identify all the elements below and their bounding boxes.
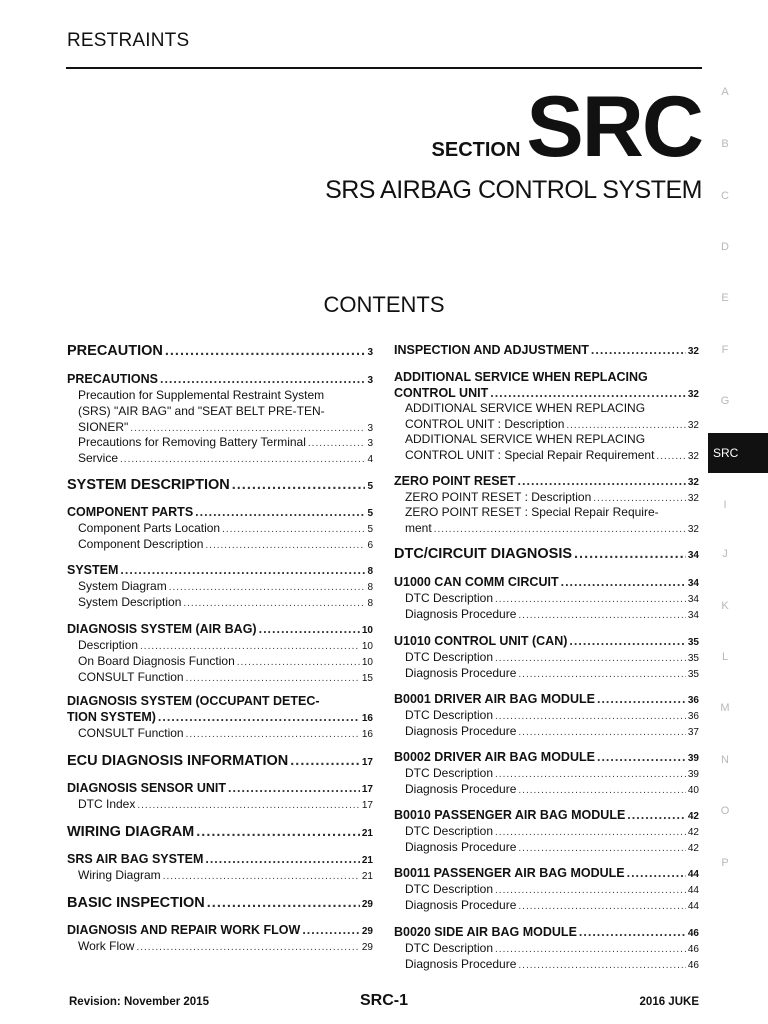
section-tab-b[interactable]: B	[721, 138, 729, 150]
toc-entry[interactable]	[394, 750, 699, 764]
toc-entry[interactable]	[78, 726, 373, 740]
toc-page-number: 46	[687, 960, 699, 971]
toc-page-number: 8	[367, 598, 373, 609]
toc-page-number: 3	[367, 375, 373, 386]
toc-page-number: 44	[687, 885, 699, 896]
toc-dot-leader	[137, 800, 360, 811]
toc-entry-title: U1000 CAN COMM CIRCUIT	[394, 575, 559, 589]
toc-page-number: 37	[687, 727, 699, 738]
toc-entry-title: Service	[78, 451, 119, 465]
toc-page-number: 36	[687, 711, 699, 722]
toc-entry-title: Component Description	[78, 537, 204, 551]
toc-page-number: 44	[687, 869, 699, 880]
toc-dot-leader	[495, 594, 686, 605]
section-tab-o[interactable]: O	[720, 805, 730, 817]
toc-entry[interactable]	[405, 882, 699, 896]
toc-dot-leader	[228, 781, 360, 795]
toc-page-number: 32	[687, 524, 699, 535]
toc-page-number: 10	[361, 657, 373, 668]
toc-page-number: 16	[361, 713, 373, 724]
toc-page-number: 32	[687, 420, 699, 431]
toc-dot-leader	[495, 769, 686, 780]
toc-dot-leader	[597, 750, 686, 764]
toc-entry-title: COMPONENT PARTS	[67, 505, 194, 519]
toc-entry-title: B0001 DRIVER AIR BAG MODULE	[394, 692, 595, 706]
toc-entry-title-line[interactable]: DIAGNOSIS SYSTEM (OCCUPANT DETEC-	[67, 694, 320, 708]
toc-page-number: 29	[361, 942, 373, 953]
toc-entry-title: SYSTEM DESCRIPTION	[67, 477, 230, 493]
toc-entry[interactable]	[78, 451, 373, 465]
toc-entry-title: DTC Description	[405, 882, 494, 896]
toc-entry-title: Description	[78, 638, 139, 652]
toc-dot-leader	[169, 582, 366, 593]
toc-dot-leader	[518, 669, 685, 680]
system-title: SRS AIRBAG CONTROL SYSTEM	[325, 176, 702, 204]
toc-page-number: 4	[367, 454, 373, 465]
toc-dot-leader	[566, 420, 686, 431]
toc-entry[interactable]	[67, 753, 373, 769]
toc-page-number: 21	[361, 855, 373, 866]
toc-entry-title: Work Flow	[78, 939, 135, 953]
toc-entry-title: PRECAUTION	[67, 343, 163, 359]
toc-page-number: 39	[687, 753, 699, 764]
toc-page-number: 34	[687, 578, 699, 589]
toc-entry-title: U1010 CONTROL UNIT (CAN)	[394, 634, 568, 648]
toc-entry[interactable]	[78, 595, 373, 609]
toc-dot-leader	[158, 710, 360, 724]
toc-page-number: 5	[367, 524, 373, 535]
section-label: SECTION	[431, 139, 521, 161]
toc-entry[interactable]	[405, 840, 699, 854]
footer-revision: Revision: November 2015	[69, 996, 209, 1008]
toc-entry-title: INSPECTION AND ADJUSTMENT	[394, 343, 589, 357]
toc-entry[interactable]	[405, 766, 699, 780]
toc-entry[interactable]	[78, 654, 373, 668]
toc-entry[interactable]	[78, 670, 373, 684]
toc-dot-leader	[495, 885, 686, 896]
toc-dot-leader	[222, 524, 365, 535]
toc-dot-leader	[591, 343, 686, 357]
section-tab-m[interactable]: M	[720, 702, 730, 714]
toc-entry[interactable]	[67, 477, 373, 493]
toc-entry[interactable]	[405, 591, 699, 605]
toc-dot-leader	[302, 923, 360, 937]
toc-entry[interactable]	[405, 607, 699, 621]
toc-page-number: 44	[687, 901, 699, 912]
contents-title: CONTENTS	[323, 292, 445, 317]
toc-entry[interactable]	[67, 781, 373, 795]
toc-entry-title: CONTROL UNIT	[394, 386, 489, 400]
toc-entry-title: On Board Diagnosis Function	[78, 654, 235, 668]
toc-dot-leader	[518, 901, 685, 912]
toc-page-number: 42	[687, 811, 699, 822]
toc-entry[interactable]	[67, 622, 373, 636]
toc-dot-leader	[136, 942, 359, 953]
toc-entry-title: PRECAUTIONS	[67, 372, 158, 386]
toc-page-number: 8	[367, 566, 373, 577]
toc-dot-leader	[569, 634, 685, 648]
toc-dot-leader	[579, 925, 686, 939]
section-tab-j[interactable]: J	[722, 548, 728, 560]
toc-entry[interactable]	[394, 808, 699, 822]
toc-entry[interactable]	[67, 895, 373, 911]
section-tab-c[interactable]: C	[721, 190, 729, 202]
toc-entry-title: Diagnosis Procedure	[405, 724, 517, 738]
toc-page-number: 29	[361, 899, 373, 910]
toc-entry-title: SYSTEM	[67, 563, 119, 577]
toc-dot-leader	[120, 563, 365, 577]
toc-dot-leader	[490, 386, 686, 400]
toc-entry-title: DTC Description	[405, 766, 494, 780]
toc-dot-leader	[495, 827, 686, 838]
section-tab-g[interactable]: G	[720, 395, 730, 407]
toc-entry[interactable]	[67, 710, 373, 724]
toc-entry-title: Diagnosis Procedure	[405, 782, 517, 796]
toc-page-number: 5	[367, 508, 373, 519]
section-tab-a[interactable]: A	[721, 86, 729, 98]
toc-dot-leader	[627, 866, 686, 880]
toc-entry[interactable]	[405, 782, 699, 796]
toc-page-number: 46	[687, 928, 699, 939]
toc-page-number: 21	[361, 828, 373, 839]
toc-dot-leader	[518, 785, 685, 796]
toc-page-number: 36	[687, 695, 699, 706]
toc-dot-leader	[495, 944, 686, 955]
toc-entry-title-line[interactable]: Precaution for Supplemental Restraint System	[78, 388, 325, 402]
toc-entry[interactable]	[394, 343, 699, 357]
toc-page-number: 34	[687, 610, 699, 621]
toc-dot-leader	[186, 729, 360, 740]
toc-dot-leader	[196, 824, 360, 840]
toc-page-number: 15	[361, 673, 373, 684]
toc-entry-title: System Description	[78, 595, 182, 609]
toc-entry[interactable]	[67, 372, 373, 386]
toc-entry[interactable]	[394, 386, 699, 400]
toc-page-number: 3	[367, 423, 373, 434]
toc-entry-title: Diagnosis Procedure	[405, 898, 517, 912]
section-tab-src[interactable]: SRC	[708, 433, 768, 473]
toc-entry-title: DTC Description	[405, 650, 494, 664]
toc-dot-leader	[205, 540, 365, 551]
toc-entry[interactable]	[67, 505, 373, 519]
toc-dot-leader	[207, 895, 360, 911]
toc-entry[interactable]	[78, 797, 373, 811]
section-tab-d[interactable]: D	[721, 241, 729, 253]
toc-page-number: 34	[687, 594, 699, 605]
toc-page-number: 42	[687, 843, 699, 854]
toc-dot-leader	[518, 960, 685, 971]
toc-entry-title: CONSULT Function	[78, 726, 184, 740]
toc-page-number: 35	[687, 669, 699, 680]
toc-dot-leader	[290, 753, 360, 769]
toc-entry-title: ECU DIAGNOSIS INFORMATION	[67, 753, 289, 769]
toc-entry[interactable]	[78, 868, 373, 882]
toc-dot-leader	[518, 843, 685, 854]
toc-entry-title-line[interactable]: ADDITIONAL SERVICE WHEN REPLACING	[394, 370, 648, 384]
toc-page-number: 46	[687, 944, 699, 955]
toc-dot-leader	[434, 524, 686, 535]
section-tab-p[interactable]: P	[721, 857, 729, 869]
toc-entry[interactable]	[405, 650, 699, 664]
toc-entry-title: CONSULT Function	[78, 670, 184, 684]
toc-dot-leader	[561, 575, 686, 589]
toc-entry-title: Diagnosis Procedure	[405, 607, 517, 621]
toc-entry[interactable]	[78, 537, 373, 551]
toc-dot-leader	[518, 474, 686, 488]
toc-entry-title: Component Parts Location	[78, 521, 221, 535]
toc-dot-leader	[237, 657, 360, 668]
toc-page-number: 16	[361, 729, 373, 740]
toc-entry-title: SIONER"	[78, 420, 129, 434]
toc-entry[interactable]	[405, 898, 699, 912]
footer-model: 2016 JUKE	[639, 996, 699, 1008]
toc-entry-title: DIAGNOSIS SENSOR UNIT	[67, 781, 227, 795]
toc-entry[interactable]	[405, 724, 699, 738]
toc-dot-leader	[205, 852, 360, 866]
toc-entry[interactable]	[78, 939, 373, 953]
toc-dot-leader	[140, 641, 360, 652]
footer-page-code: SRC-1	[359, 992, 408, 1009]
toc-entry[interactable]	[405, 417, 699, 431]
toc-dot-leader	[183, 598, 365, 609]
toc-page-number: 17	[361, 757, 373, 768]
toc-page-number: 3	[367, 347, 373, 358]
toc-entry-title: ment	[405, 521, 432, 535]
toc-page-number: 21	[361, 871, 373, 882]
toc-dot-leader	[495, 711, 686, 722]
toc-entry-title-line[interactable]: (SRS) "AIR BAG" and "SEAT BELT PRE-TEN-	[78, 404, 325, 418]
toc-page-number: 32	[687, 389, 699, 400]
toc-entry-title: B0011 PASSENGER AIR BAG MODULE	[394, 866, 625, 880]
toc-entry[interactable]	[405, 448, 699, 462]
toc-entry-title: B0010 PASSENGER AIR BAG MODULE	[394, 808, 626, 822]
toc-entry-title: Wiring Diagram	[78, 868, 161, 882]
toc-entry[interactable]	[78, 420, 373, 434]
toc-page-number: 3	[367, 438, 373, 449]
toc-entry[interactable]	[78, 521, 373, 535]
toc-page-number: 35	[687, 653, 699, 664]
toc-dot-leader	[195, 505, 365, 519]
toc-entry[interactable]	[67, 563, 373, 577]
section-tab-n[interactable]: N	[721, 754, 729, 766]
header-title: RESTRAINTS	[67, 30, 190, 51]
toc-entry-title: Precautions for Removing Battery Terminal	[78, 435, 306, 449]
toc-dot-leader	[518, 727, 685, 738]
toc-entry[interactable]	[394, 634, 699, 648]
toc-page-number: 32	[687, 346, 699, 357]
toc-page-number: 17	[361, 800, 373, 811]
toc-page-number: 29	[361, 926, 373, 937]
toc-dot-leader	[160, 372, 365, 386]
toc-entry[interactable]	[405, 957, 699, 971]
toc-entry-title: System Diagram	[78, 579, 167, 593]
toc-dot-leader	[165, 343, 366, 359]
toc-entry-title-line[interactable]: ADDITIONAL SERVICE WHEN REPLACING	[405, 401, 646, 415]
toc-entry-title: ZERO POINT RESET : Description	[405, 490, 592, 504]
toc-entry-title-line[interactable]: ADDITIONAL SERVICE WHEN REPLACING	[405, 432, 646, 446]
toc-dot-leader	[656, 451, 685, 462]
toc-entry-title: CONTROL UNIT : Description	[405, 417, 565, 431]
toc-page-number: 10	[361, 641, 373, 652]
toc-entry-title: Diagnosis Procedure	[405, 840, 517, 854]
toc-entry-title: DTC Description	[405, 708, 494, 722]
toc-page-number: 42	[687, 827, 699, 838]
toc-page-number: 32	[687, 493, 699, 504]
toc-dot-leader	[163, 871, 360, 882]
section-tab-f[interactable]: F	[721, 344, 729, 356]
toc-dot-leader	[597, 692, 686, 706]
section-tab-k[interactable]: K	[721, 600, 729, 612]
toc-page-number: 17	[361, 784, 373, 795]
toc-entry-title: DTC Description	[405, 941, 494, 955]
toc-entry-title: DTC Index	[78, 797, 136, 811]
toc-entry[interactable]	[78, 579, 373, 593]
toc-entry-title: B0020 SIDE AIR BAG MODULE	[394, 925, 577, 939]
toc-entry[interactable]	[67, 343, 373, 359]
toc-entry[interactable]	[394, 546, 699, 562]
toc-entry-title: WIRING DIAGRAM	[67, 824, 195, 840]
toc-entry-title: ZERO POINT RESET	[394, 474, 516, 488]
toc-entry[interactable]	[405, 941, 699, 955]
section-code: SRC	[526, 79, 702, 175]
toc-dot-leader	[593, 493, 686, 504]
toc-page-number: 8	[367, 582, 373, 593]
toc-entry[interactable]	[67, 923, 373, 937]
toc-page-number: 35	[687, 637, 699, 648]
toc-page-number: 10	[361, 625, 373, 636]
toc-entry-title: CONTROL UNIT : Special Repair Requirement	[405, 448, 655, 462]
section-tab-l[interactable]: L	[721, 651, 729, 663]
toc-entry-title: BASIC INSPECTION	[67, 895, 205, 911]
toc-dot-leader	[120, 454, 365, 465]
toc-page-number: 32	[687, 451, 699, 462]
section-tab-i[interactable]: I	[723, 499, 727, 511]
toc-entry[interactable]	[67, 824, 373, 840]
toc-dot-leader	[186, 673, 360, 684]
section-tab-e[interactable]: E	[721, 292, 729, 304]
toc-dot-leader	[518, 610, 685, 621]
toc-entry[interactable]	[67, 852, 373, 866]
toc-entry[interactable]	[394, 474, 699, 488]
toc-page-number: 5	[367, 481, 373, 492]
toc-entry-title: DTC/CIRCUIT DIAGNOSIS	[394, 546, 573, 562]
toc-entry-title: DIAGNOSIS SYSTEM (AIR BAG)	[67, 622, 257, 636]
toc-entry-title: B0002 DRIVER AIR BAG MODULE	[394, 750, 595, 764]
toc-entry-title: DTC Description	[405, 591, 494, 605]
toc-entry-title: SRS AIR BAG SYSTEM	[67, 852, 204, 866]
toc-page-number: 6	[367, 540, 373, 551]
toc-entry-title-line[interactable]: ZERO POINT RESET : Special Repair Require-	[405, 505, 659, 519]
toc-dot-leader	[232, 477, 366, 493]
toc-dot-leader	[308, 438, 366, 449]
toc-entry-title: DTC Description	[405, 824, 494, 838]
toc-entry[interactable]	[78, 638, 373, 652]
toc-page-number: 34	[687, 550, 699, 561]
header-rule	[66, 67, 702, 69]
toc-entry[interactable]	[394, 692, 699, 706]
toc-entry[interactable]	[405, 666, 699, 680]
toc-entry[interactable]	[405, 824, 699, 838]
toc-entry[interactable]	[405, 490, 699, 504]
toc-dot-leader	[259, 622, 360, 636]
toc-dot-leader	[495, 653, 686, 664]
toc-page-number: 32	[687, 477, 699, 488]
toc-dot-leader	[130, 423, 365, 434]
toc-entry-title: Diagnosis Procedure	[405, 957, 517, 971]
toc-entry[interactable]	[78, 435, 373, 449]
toc-entry-title: TION SYSTEM)	[67, 710, 156, 724]
toc-page-number: 40	[687, 785, 699, 796]
section-heading	[431, 79, 702, 175]
toc-entry[interactable]	[405, 521, 699, 535]
toc-page-number: 39	[687, 769, 699, 780]
toc-entry[interactable]	[394, 575, 699, 589]
toc-entry-title: DIAGNOSIS AND REPAIR WORK FLOW	[67, 923, 301, 937]
toc-entry[interactable]	[405, 708, 699, 722]
toc-entry[interactable]	[394, 866, 699, 880]
toc-dot-leader	[627, 808, 686, 822]
toc-entry[interactable]	[394, 925, 699, 939]
toc-entry-title: Diagnosis Procedure	[405, 666, 517, 680]
toc-dot-leader	[574, 546, 686, 562]
